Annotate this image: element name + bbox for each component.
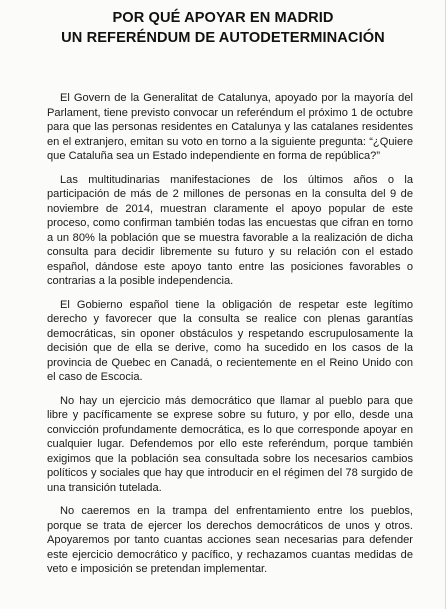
paragraph-3: El Gobierno español tiene la obligación de respetar este legítimo derecho y favorecer que la consulta se realice con plenas garantías democráticas, sin oponer obstáculos y respetando escrupulosamente la decisión que de ella se derive, como ha sucedido en los casos de la provincia de Quebec en Canadá, o recientemente en el Reino Unido con el caso de Escocia. — [47, 298, 413, 383]
document-title — [0, 8, 446, 48]
title-line-2: UN REFERÉNDUM DE AUTODETERMINACIÓN — [61, 30, 385, 46]
title-line-1: POR QUÉ APOYAR EN MADRID — [112, 10, 334, 26]
paragraph-5: No caeremos en la trampa del enfrentamiento entre los pueblos, porque se trata de ejercer los derechos democráticos de unos y otros. Apoyaremos por tanto cuantas acciones sean necesarias para defender este ejercicio democrático y pacífico, y rechazamos cuantas medidas de veto e imposición se pretendan implementar. — [47, 505, 413, 575]
paragraph-4: No hay un ejercicio más democrático que llamar al pueblo para que libre y pacíficamente se exprese sobre su futuro, y por ello, desde una convicción profundamente democrática, es lo que corresponde apoyar en cualquier lugar. Defendemos por ello este referéndum, porque también exigimos que la población sea consultada sobre los necesarios cambios políticos y sociales que hay que introducir en el régimen del 78 surgido de una transición tutelada. — [47, 394, 413, 494]
paragraph-1: El Govern de la Generalitat de Catalunya, apoyado por la mayoría del Parlament, tiene previsto convocar un referéndum el próximo 1 de octubre para que las personas residentes en Catalunya y las catalanes residentes en el extranjero, emitan su voto en torno a la siguiente pregunta: “¿Quiere que Cataluña sea un Estado independiente en forma de república?” — [47, 92, 413, 162]
document-body — [47, 91, 413, 577]
paragraph-2: Las multitudinarias manifestaciones de los últimos años o la participación de más de 2 millones de personas en la consulta del 9 de noviembre de 2014, muestran claramente el apoyo popular de este proceso, como confirman también todas las encuestas que cifran en torno a un 80% la población que se muestra favorable a la realización de dicha consulta para decidir libremente su futuro y su relación con el estado español, dándose este apoyo tanto entre las posiciones favorables o contrarias a la posible independencia. — [47, 173, 413, 287]
